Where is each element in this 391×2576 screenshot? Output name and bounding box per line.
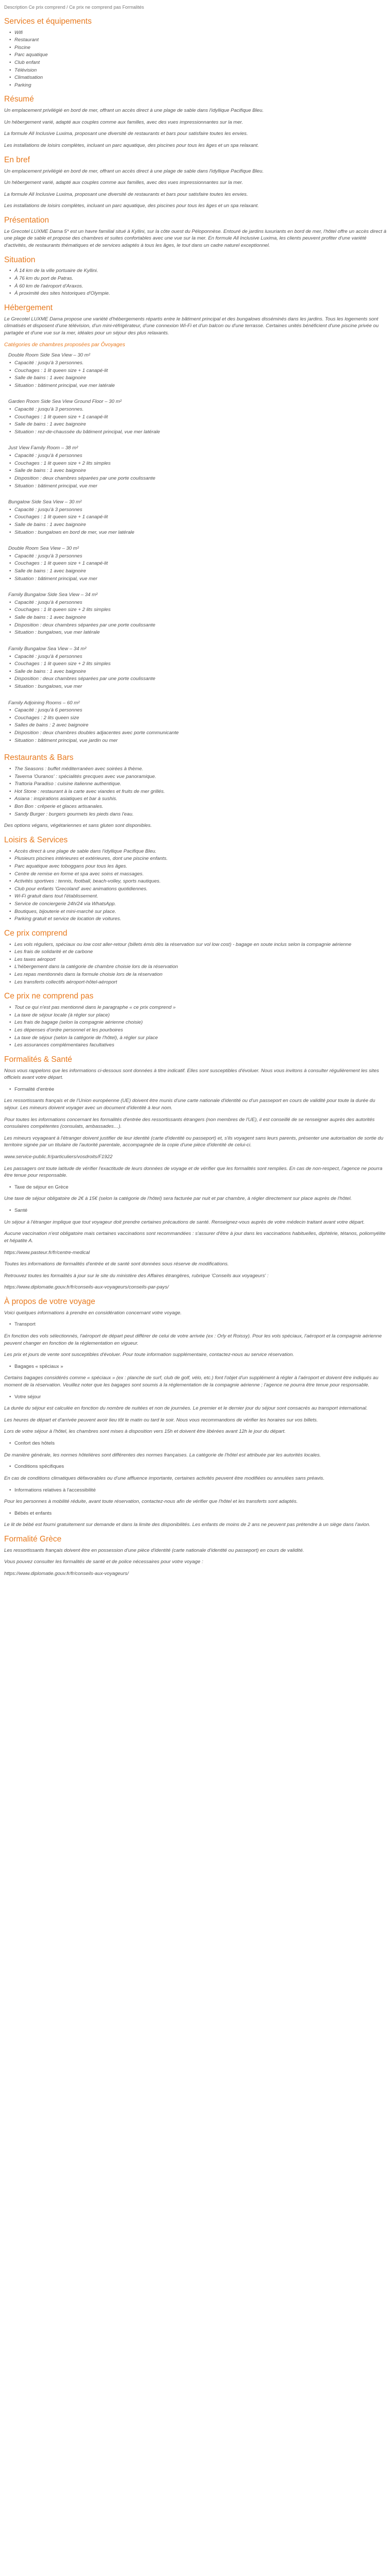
price-excludes-item: • Tout ce qui n'est pas mentionné dans le paragraphe « ce prix comprend »	[14, 1004, 387, 1011]
restaurants-note: Des options végans, végétariennes et sans gluten sont disponibles.	[4, 823, 152, 829]
transport-bullet: • Transport	[14, 1321, 387, 1328]
presentation-heading: Présentation	[4, 215, 50, 225]
apropos-text: Le lit de bébé est fourni gratuitement sur demande et dans la limite des disponibilités. Les enfants de moins de 2 ans ne peuvent pas prétendre à un siège dans l'avion.	[4, 1522, 371, 1528]
room-detail-item: • Disposition : deux chambres séparées par une porte coulissante	[14, 475, 387, 482]
formalites-text: Retrouvez toutes les formalités à jour sur le site du ministère des Affaires étrangères, rubrique 'Conseils aux voyageurs' :	[4, 1273, 269, 1279]
formalites-entry-bullet: • Formalité d'entrée	[14, 1086, 387, 1093]
formalites-text: Les passagers ont toute latitude de vérifier l'exactitude de leurs données de voyage et de vérifier que les formalités sont remplies. En cas de non-respect, l'agence ne pourra être tenue pour responsable.	[4, 1165, 383, 1179]
services-list	[4, 29, 387, 89]
apropos-text: De manière générale, les normes hôtelières sont différentes des normes françaises. La catégorie de l'hôtel est attribuée par les autorités locales.	[4, 1452, 321, 1458]
room-detail-item: • Salle de bains : 1 avec baignoire	[14, 668, 387, 675]
price-includes-item: • Les taxes aéroport	[14, 956, 387, 963]
restaurant-item: • Asiana : inspirations asiatiques et bar à sushis.	[14, 795, 387, 803]
room-card	[4, 545, 387, 582]
situation-item: • À 14 km de la ville portuaire de Kyllini.	[14, 267, 387, 275]
health-bullet: • Santé	[14, 1207, 387, 1214]
loisir-item: • Parking gratuit et service de location de voitures.	[14, 916, 387, 923]
apropos-text: Lors de votre séjour à l'hôtel, les chambres sont mises à disposition vers 15h et doivent être libérées avant 12h le jour du départ.	[4, 1429, 286, 1435]
room-details	[4, 653, 387, 690]
loisirs-heading: Loisirs & Services	[4, 835, 68, 844]
formalites-intro: Nous vous rappelons que les informations ci-dessous sont données à titre indicatif. Elles sont susceptibles d'évoluer. Nous vous invitons à consulter régulièrement les sites officiels avant votre départ.	[4, 1067, 379, 1081]
room-card	[4, 499, 387, 536]
room-detail-item: • Situation : bungalows, vue mer latérale	[14, 629, 387, 636]
formalite-grece-text: Vous pouvez consulter les formalités de santé et de police nécessaires pour votre voyage :	[4, 1559, 203, 1565]
price-includes-item: • Les frais de solidarité et de carbone	[14, 948, 387, 956]
enbref-item: Un hébergement varié, adapté aux couples comme aux familles, avec des vues impressionnantes sur la mer.	[4, 180, 243, 186]
room-detail-item: • Situation : rez-de-chaussée du bâtiment principal, vue mer latérale	[14, 429, 387, 436]
price-excludes-list	[4, 1004, 387, 1049]
room-detail-item: • Capacité : jusqu'à 4 personnes	[14, 452, 387, 460]
loisir-item: • Club pour enfants 'Grecoland' avec animations quotidiennes.	[14, 886, 387, 893]
room-title: Double Room Sea View – 30 m²	[8, 546, 79, 552]
apropos-text: En fonction des vols sélectionnés, l'aéroport de départ peut différer de celui de votre arrivée (ex : Orly et Roissy). Pour les vols spéciaux, l'aéroport et la compagnie aérienne peuvent changer en fonction de la réglementation en vigueur.	[4, 1333, 382, 1346]
apropos-text: Certains bagages considérés comme « spéciaux » (ex : planche de surf, club de golf, vélo, etc.) font l'objet d'un supplément à régler à l'aéroport et doivent être indiqués au moment de la réservation. Veuillez noter que les bagages sont soumis à la réglementation de la compagnie aérienne ; l'agence ne pourra être tenue pour responsable.	[4, 1375, 379, 1388]
diplomatie-link[interactable]: https://www.diplomatie.gouv.fr/fr/conseils-aux-voyageurs/conseils-par-pays/	[4, 1284, 169, 1291]
accessibilite-bullet: • Informations relatives à l'accessibilité	[14, 1487, 387, 1494]
apropos-text: Pour les personnes à mobilité réduite, avant toute réservation, contactez-nous afin de vérifier que l'hôtel et les transferts sont adaptés.	[4, 1499, 298, 1505]
apropos-text: La durée du séjour est calculée en fonction du nombre de nuitées et non de journées. Le premier et le dernier jour du séjour sont consacrés au transport international.	[4, 1405, 368, 1412]
enbref-section	[4, 168, 387, 210]
sejour-bullet: • Votre séjour	[14, 1394, 387, 1401]
room-details	[4, 599, 387, 636]
resume-section	[4, 107, 387, 149]
room-title: Just View Family Room – 38 m²	[8, 445, 78, 451]
price-excludes-item: • La taxe de séjour (selon la catégorie de l'hôtel), à régler sur place	[14, 1035, 387, 1042]
room-detail-item: • Capacité : jusqu'à 3 personnes.	[14, 406, 387, 413]
price-includes-item: • Les vols réguliers, spéciaux ou low cost aller-retour (billets émis dès la réservation sur vol low cost) - bagage en soute inclus selon la compagnie aérienne	[14, 941, 387, 948]
resume-item: Un hébergement varié, adapté aux couples comme aux familles, avec des vues impressionnantes sur la mer.	[4, 119, 243, 125]
room-detail-item: • Disposition : deux chambres doubles adjacentes avec porte communicante	[14, 730, 387, 737]
room-detail-item: • Capacité : jusqu'à 3 personnes.	[14, 360, 387, 367]
confort-bullet: • Confort des hôtels	[14, 1440, 387, 1447]
resume-heading: Résumé	[4, 95, 34, 104]
room-details	[4, 553, 387, 582]
service-item: • Piscine	[14, 44, 387, 52]
price-includes-list	[4, 941, 387, 986]
price-excludes-item: • Les frais de bagage (selon la compagnie aérienne choisie)	[14, 1019, 387, 1026]
room-card	[4, 352, 387, 389]
room-detail-item: • Situation : bâtiment principal, vue mer latérale	[14, 382, 387, 389]
bebes-bullet: • Bébés et enfants	[14, 1510, 387, 1517]
apropos-heading: À propos de votre voyage	[4, 1297, 95, 1306]
formalites-text: Toutes les informations de formalités d'entrée et de santé sont données sous réserve de modifications.	[4, 1261, 229, 1267]
room-detail-item: • Couchages : 1 lit queen size + 1 canapé-lit	[14, 367, 387, 375]
hebergement-text: Le Grecotel LUXME Dama propose une variété d'hébergements répartis entre le bâtiment principal et des bungalows disséminés dans les jardins. Tous les logements sont climatisés et disposent d'une télévision, d'un mini-réfrigérateur, d'une connexion Wi-Fi et d'un balcon ou d'une terrasse. Certaines unités bénéficient d'une piscine privée ou partagée et d'une vue sur la mer, idéales pour un séjour des plus relaxants.	[4, 316, 379, 336]
room-card	[4, 445, 387, 489]
hebergement-heading: Hébergement	[4, 303, 53, 312]
apropos-text: Les heures de départ et d'arrivée peuvent avoir lieu tôt le matin ou tard le soir. Nous vous recommandons de vérifier les horaires sur vos billets.	[4, 1417, 318, 1423]
breadcrumb[interactable]: Description Ce prix comprend / Ce prix ne comprend pas Formalités	[4, 5, 144, 10]
formalites-link[interactable]: www.service-public.fr/particuliers/vosdroits/F1922	[4, 1154, 113, 1160]
room-detail-item: • Situation : bungalows en bord de mer, vue mer latérale	[14, 529, 387, 536]
situation-item: • À proximité des sites historiques d'Olympie.	[14, 290, 387, 297]
room-card	[4, 591, 387, 636]
room-title: Family Adjoining Rooms – 60 m²	[8, 700, 80, 706]
room-categories-heading: Catégories de chambres proposées par Ôvoyages	[4, 342, 125, 348]
situation-item: • À 76 km du port de Patras.	[14, 275, 387, 282]
loisir-item: • Centre de remise en forme et spa avec soins et massages.	[14, 871, 387, 878]
room-detail-item: • Capacité : jusqu'à 3 personnes	[14, 506, 387, 514]
formalites-text: Les ressortissants français et de l'Union européenne (UE) doivent être munis d'une carte nationale d'identité ou d'un passeport en cours de validité pour toute la durée du séjour. Les mineurs doivent voyager avec un document d'identité à leur nom.	[4, 1098, 376, 1111]
room-detail-item: • Salle de bains : 1 avec baignoire	[14, 375, 387, 382]
service-item: • Parc aquatique	[14, 52, 387, 59]
room-detail-item: • Situation : bungalows, vue mer	[14, 683, 387, 690]
price-includes-item: • Les transferts collectifs aéroport-hôtel-aéroport	[14, 979, 387, 986]
resume-item: Un emplacement privilégié en bord de mer, offrant un accès direct à une plage de sable dans l'idyllique Pacifique Bleu.	[4, 108, 264, 114]
room-details	[4, 360, 387, 389]
restaurant-item: • Bon Bon : crêperie et glaces artisanales.	[14, 803, 387, 810]
service-item: • Wifi	[14, 29, 387, 37]
room-detail-item: • Salle de bains : 1 avec baignoire	[14, 467, 387, 474]
restaurant-item: • Sandy Burger : burgers gourmets les pieds dans l'eau.	[14, 811, 387, 818]
room-title: Garden Room Side Sea View Ground Floor – 30 m²	[8, 399, 122, 405]
room-detail-item: • Salle de bains : 1 avec baignoire	[14, 521, 387, 529]
restaurants-list	[4, 766, 387, 818]
loisir-item: • Service de conciergerie 24h/24 via WhatsApp.	[14, 901, 387, 908]
loisir-item: • Plusieurs piscines intérieures et extérieures, dont une piscine enfants.	[14, 855, 387, 862]
apropos-text: Les prix et jours de vente sont susceptibles d'évoluer. Pour toute information supplémentaire, contactez-nous au service réservation.	[4, 1352, 294, 1358]
restaurants-heading: Restaurants & Bars	[4, 753, 74, 762]
enbref-item: Un emplacement privilégié en bord de mer, offrant un accès direct à une plage de sable dans l'idyllique Pacifique Bleu.	[4, 168, 264, 174]
formalite-grece-text: Les ressortissants français doivent être en possession d'une pièce d'identité (carte nationale d'identité ou passeport) en cours de validité.	[4, 1547, 304, 1553]
room-details	[4, 452, 387, 489]
price-excludes-item: • Les assurances complémentaires facultatives	[14, 1042, 387, 1049]
situation-item: • À 60 km de l'aéroport d'Araxos.	[14, 283, 387, 290]
room-detail-item: • Disposition : deux chambres séparées par une porte coulissante	[14, 622, 387, 629]
loisir-item: • Parc aquatique avec toboggans pour tous les âges.	[14, 863, 387, 870]
room-details	[4, 406, 387, 435]
resume-item: Les installations de loisirs complètes, incluant un parc aquatique, des piscines pour tous les âges et un spa relaxant.	[4, 143, 259, 149]
formalite-grece-link[interactable]: https://www.diplomatie.gouv.fr/fr/conseils-aux-voyageurs/	[4, 1570, 129, 1577]
room-detail-item: • Capacité : jusqu'à 3 personnes	[14, 553, 387, 560]
room-detail-item: • Situation : bâtiment principal, vue jardin ou mer	[14, 737, 387, 744]
room-detail-item: • Couchages : 1 lit queen size + 1 canapé-lit	[14, 560, 387, 567]
apropos-text: Voici quelques informations à prendre en considération concernant votre voyage.	[4, 1310, 182, 1316]
situation-list	[4, 267, 387, 297]
formalites-text: Pour toutes les informations concernant les formalités d'entrée des ressortissants étrangers (non membres de l'UE), il est conseillé de se renseigner auprès des autorités consulaires compétentes (consulats, ambassades…).	[4, 1116, 375, 1130]
room-detail-item: • Salle de bains : 1 avec baignoire	[14, 421, 387, 428]
room-detail-item: • Capacité : jusqu'à 4 personnes	[14, 653, 387, 660]
room-detail-item: • Situation : bâtiment principal, vue mer	[14, 483, 387, 490]
room-detail-item: • Situation : bâtiment principal, vue mer	[14, 575, 387, 583]
health-link[interactable]: https://www.pasteur.fr/fr/centre-medical	[4, 1249, 90, 1256]
formalites-heading: Formalités & Santé	[4, 1055, 72, 1064]
health-text: Un séjour à l'étranger implique que tout voyageur doit prendre certaines précautions de santé. Renseignez-vous auprès de votre médecin traitant avant votre départ.	[4, 1219, 365, 1225]
room-detail-item: • Couchages : 1 lit queen size + 1 canapé-lit	[14, 414, 387, 421]
formalites-text: Les mineurs voyageant à l'étranger doivent justifier de leur identité (carte d'identité ou passeport) et, s'ils voyagent sans leurs parents, présenter une autorisation de sortie du territoire signée par un titulaire de l'autorité parentale, accompagnée de la copie d'une pièce d'identité de celui-ci.	[4, 1135, 384, 1148]
price-excludes-item: • La taxe de séjour locale (à régler sur place)	[14, 1012, 387, 1019]
price-includes-heading: Ce prix comprend	[4, 928, 68, 938]
price-includes-item: • Les repas mentionnés dans la formule choisie lors de la réservation	[14, 971, 387, 978]
situation-heading: Situation	[4, 255, 36, 264]
services-heading: Services et équipements	[4, 16, 92, 26]
tax-bullet: • Taxe de séjour en Grèce	[14, 1184, 387, 1191]
apropos-text: En cas de conditions climatiques défavorables ou d'une affluence importante, certaines activités peuvent être modifiées ou annulées sans préavis.	[4, 1475, 324, 1481]
service-item: • Club enfant	[14, 59, 387, 66]
room-details	[4, 707, 387, 744]
restaurant-item: • The Seasons : buffet méditerranéen avec soirées à thème.	[14, 766, 387, 773]
conditions-bullet: • Conditions spécifiques	[14, 1463, 387, 1470]
room-detail-item: • Couchages : 2 lits queen size	[14, 715, 387, 722]
room-detail-item: • Couchages : 1 lit queen size + 2 lits simples	[14, 606, 387, 614]
price-excludes-heading: Ce prix ne comprend pas	[4, 992, 94, 1001]
resume-item: La formule All Inclusive Luxima, proposant une diversité de restaurants et bars pour satisfaire toutes les envies.	[4, 131, 248, 137]
health-text: Aucune vaccination n'est obligatoire mais certaines vaccinations sont recommandées : s'assurer d'être à jour dans les vaccinations habituelles, diphtérie, tétanos, poliomyélite et hépatite A.	[4, 1231, 386, 1244]
room-detail-item: • Salle de bains : 1 avec baignoire	[14, 614, 387, 621]
room-card	[4, 646, 387, 690]
presentation-text: Le Grecotel LUXME Dama 5* est un havre familial situé à Kyllini, sur la côte ouest du Péloponnèse. Entouré de jardins luxuriants en bord de mer, l'hôtel offre un accès direct à une plage de sable et propose des chambres et suites confortables avec une vue sur la mer. En formule All Inclusive Luxima, les clients peuvent profiter d'une variété d'activités, de restaurants thématiques et de services adaptés à tous les âges, le tout dans un cadre naturel exceptionnel.	[4, 228, 386, 248]
loisir-item: • Boutiques, bijouterie et mini-marché sur place.	[14, 908, 387, 916]
enbref-item: La formule All Inclusive Luxima, proposant une diversité de restaurants et bars pour satisfaire toutes les envies.	[4, 191, 248, 197]
price-excludes-item: • Les dépenses d'ordre personnel et les pourboires	[14, 1027, 387, 1034]
room-title: Double Room Side Sea View – 30 m²	[8, 352, 90, 359]
room-card	[4, 700, 387, 744]
room-detail-item: • Salle de bains : 1 avec baignoire	[14, 568, 387, 575]
room-categories	[4, 352, 387, 744]
service-item: • Parking	[14, 82, 387, 89]
room-detail-item: • Disposition : deux chambres séparées par une porte coulissante	[14, 675, 387, 683]
room-title: Family Bungalow Side Sea View – 34 m²	[8, 592, 98, 598]
service-item: • Restaurant	[14, 37, 387, 44]
enbref-heading: En bref	[4, 155, 30, 164]
restaurant-item: • Trattoria Paradiso : cuisine italienne authentique.	[14, 781, 387, 788]
room-title: Bungalow Side Sea View – 30 m²	[8, 499, 82, 505]
room-detail-item: • Couchages : 1 lit queen size + 2 lits simples	[14, 460, 387, 467]
room-detail-item: • Salles de bains : 2 avec baignoire	[14, 722, 387, 729]
loisir-item: • Activités sportives : tennis, football, beach-volley, sports nautiques.	[14, 878, 387, 885]
restaurant-item: • Taverna 'Ouranos' : spécialités grecques avec vue panoramique.	[14, 773, 387, 781]
service-item: • Climatisation	[14, 74, 387, 81]
room-details	[4, 506, 387, 536]
loisir-item: • Accès direct à une plage de sable dans l'idyllique Pacifique Bleu.	[14, 848, 387, 855]
room-detail-item: • Couchages : 1 lit queen size + 1 canapé-lit	[14, 514, 387, 521]
room-card	[4, 398, 387, 435]
service-item: • Télévision	[14, 67, 387, 74]
room-detail-item: • Capacité : jusqu'à 4 personnes	[14, 599, 387, 606]
price-includes-item: • L'hébergement dans la catégorie de chambre choisie lors de la réservation	[14, 963, 387, 971]
bagages-bullet: • Bagages « spéciaux »	[14, 1363, 387, 1370]
room-detail-item: • Capacité : jusqu'à 6 personnes	[14, 707, 387, 714]
room-detail-item: • Couchages : 1 lit queen size + 2 lits simples	[14, 660, 387, 668]
enbref-item: Les installations de loisirs complètes, incluant un parc aquatique, des piscines pour tous les âges et un spa relaxant.	[4, 203, 259, 209]
restaurant-item: • Hot Stone : restaurant à la carte avec viandes et fruits de mer grillés.	[14, 788, 387, 795]
formalite-grece-heading: Formalité Grèce	[4, 1534, 62, 1544]
loisir-item: • Wi-Fi gratuit dans tout l'établissement.	[14, 893, 387, 900]
room-title: Family Bungalow Sea View – 34 m²	[8, 646, 87, 652]
tax-text: Une taxe de séjour obligatoire de 2€ à 15€ (selon la catégorie de l'hôtel) sera facturée par nuit et par chambre, à régler directement sur place auprès de l'hôtel.	[4, 1196, 352, 1202]
loisirs-list	[4, 848, 387, 923]
